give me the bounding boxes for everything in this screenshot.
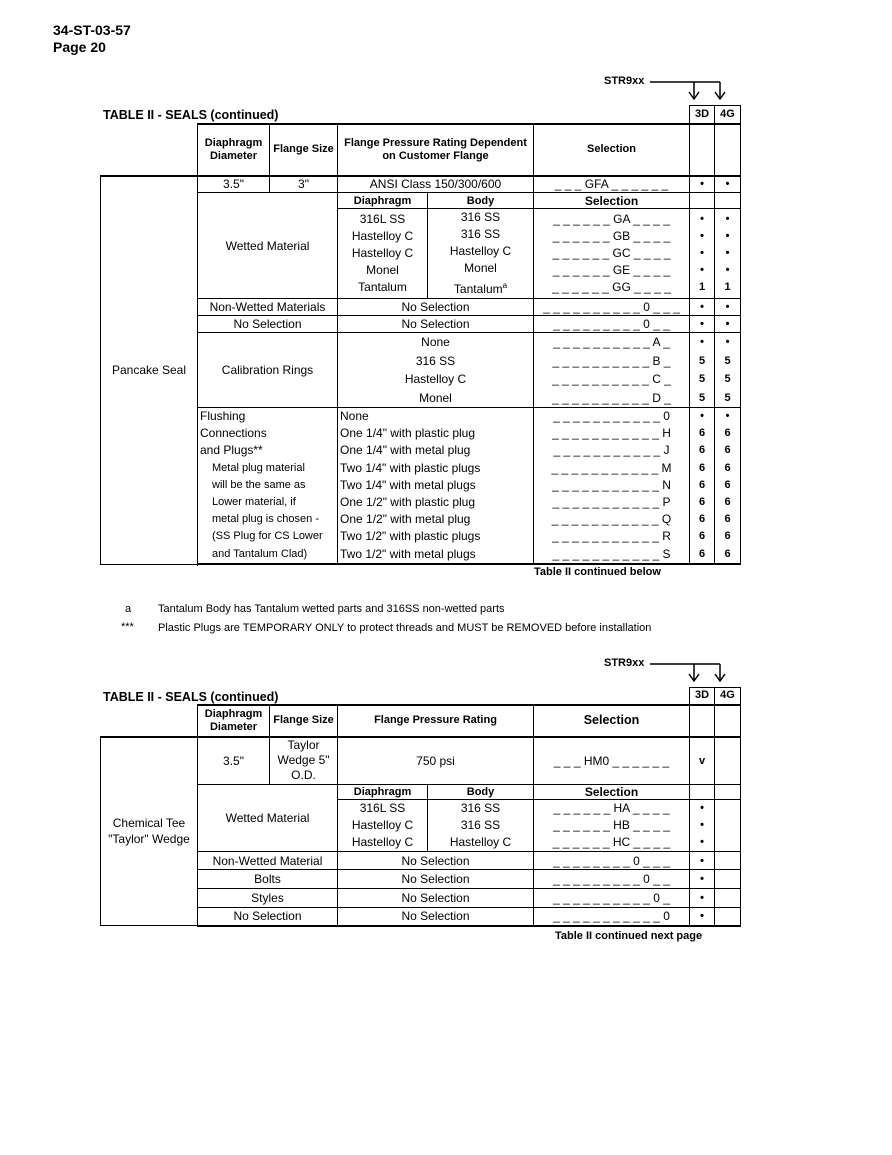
list-item: Two 1/2" with plastic plugs — [340, 529, 481, 544]
list-item: Monel — [464, 261, 497, 275]
option-4g — [715, 737, 741, 785]
list-item: • — [700, 802, 704, 814]
flushing-4g — [715, 408, 741, 564]
selection-code: _ _ _ _ _ _ _ _ _ _ 0 _ _ _ — [534, 299, 690, 316]
option-4g — [715, 852, 741, 870]
list-item: Hastelloy C — [449, 244, 512, 258]
calibration-values — [338, 333, 534, 408]
list-item: Two 1/4" with metal plugs — [340, 477, 476, 492]
list-item: _ _ _ _ _ _ GG _ _ _ _ — [552, 280, 671, 294]
list-item: One 1/2" with plastic plug — [340, 495, 475, 510]
selection-code: _ _ _ HM0 _ _ _ _ _ _ — [534, 737, 690, 785]
list-item: • — [700, 836, 704, 848]
col-3d-header: 3D — [690, 106, 715, 124]
table-continued-note: Table II continued below — [534, 566, 661, 578]
list-item: 1 — [724, 281, 731, 293]
list-item: Hastelloy C — [351, 246, 414, 260]
wetted-4g-list — [715, 209, 741, 299]
list-item: Two 1/2" with metal plugs — [340, 546, 476, 561]
list-item: 6 — [698, 530, 706, 543]
list-item: _ _ _ _ _ _ _ _ _ _ _ H — [552, 426, 671, 441]
diameter-value: 3.5" — [198, 737, 270, 785]
option-4g: • — [715, 176, 741, 193]
list-item: 6 — [698, 461, 706, 474]
list-item: 6 — [698, 547, 706, 560]
list-item: Hastelloy C — [404, 372, 467, 386]
wetted-material-label: Wetted Material — [198, 193, 338, 299]
rating-value: ANSI Class 150/300/600 — [338, 176, 534, 193]
list-item: _ _ _ _ _ _ HA _ _ _ _ — [553, 801, 670, 815]
footnote-mark: *** — [121, 621, 134, 633]
list-item: 316 SS — [460, 210, 501, 224]
sub-header-selection: Selection — [534, 785, 690, 800]
body-value: Tantalum — [453, 282, 503, 296]
label-line: Flushing — [200, 409, 246, 423]
list-item: • — [700, 410, 704, 422]
calibration-selection — [534, 333, 690, 408]
list-item: Hastelloy C — [449, 835, 512, 849]
selection-code: _ _ _ _ _ _ _ _ 0 _ _ _ — [534, 852, 690, 870]
list-item: 6 — [724, 427, 731, 440]
list-item — [430, 277, 531, 298]
list-item: • — [700, 230, 704, 242]
flange-value: 3" — [270, 176, 338, 193]
footnote-text: Tantalum Body has Tantalum wetted parts and 316SS non-wetted parts — [158, 603, 505, 615]
row-label: No Selection — [198, 908, 338, 926]
document-id: 34-ST-03-57 — [53, 22, 131, 38]
flushing-selection — [534, 408, 690, 564]
row-label: Non-Wetted Material — [198, 852, 338, 870]
wetted-body-list — [428, 209, 534, 299]
list-item: None — [340, 409, 369, 423]
list-item: One 1/4" with plastic plug — [340, 426, 475, 441]
list-item: One 1/4" with metal plug — [340, 443, 471, 458]
list-item: 5 — [724, 373, 731, 385]
selection-code: _ _ _ _ _ _ _ _ _ _ 0 _ — [534, 889, 690, 908]
option-3d: • — [690, 870, 715, 889]
no-selection-value: No Selection — [338, 316, 534, 333]
wetted-selection-list — [534, 800, 690, 852]
list-item: 6 — [724, 530, 731, 543]
selection-code: _ _ _ _ _ _ _ _ _ _ _ 0 — [534, 908, 690, 926]
option-3d: • — [690, 889, 715, 908]
label-line: and Tantalum Clad) — [212, 547, 308, 560]
list-item: 6 — [724, 547, 731, 560]
list-item: _ _ _ _ _ _ _ _ _ _ _ N — [552, 477, 671, 492]
option-4g — [715, 908, 741, 926]
flushing-label — [198, 408, 338, 564]
list-item: _ _ _ _ _ _ _ _ _ _ A _ — [553, 335, 670, 349]
list-item: _ _ _ _ _ _ _ _ _ _ C _ — [552, 372, 671, 386]
footnote-mark: a — [125, 603, 132, 615]
header-flange-size: Flange Size — [270, 124, 338, 176]
list-item: • — [700, 213, 704, 225]
list-item: _ _ _ _ _ _ _ _ _ _ _ 0 — [553, 409, 670, 423]
group-label: Pancake Seal — [101, 176, 198, 565]
list-item: 5 — [698, 391, 706, 404]
page-number: Page 20 — [53, 39, 106, 55]
footnote-marker: a — [502, 281, 508, 290]
list-item: _ _ _ _ _ _ GA _ _ _ _ — [553, 212, 670, 226]
row-value: No Selection — [338, 852, 534, 870]
non-wetted-label: Non-Wetted Materials — [198, 299, 338, 316]
seals-table-pancake — [100, 105, 741, 565]
row-value: No Selection — [338, 870, 534, 889]
list-item: 6 — [698, 427, 706, 440]
list-item: Hastelloy C — [351, 818, 414, 832]
list-item: Hastelloy C — [351, 835, 414, 849]
list-item: • — [725, 336, 730, 348]
list-item: • — [725, 410, 730, 422]
wetted-body-list — [428, 800, 534, 852]
selection-code: _ _ _ GFA _ _ _ _ _ _ — [534, 176, 690, 193]
label-line: will be the same as — [212, 478, 306, 491]
label-line: Lower material, if — [212, 496, 296, 509]
option-4g — [715, 889, 741, 908]
list-item: Two 1/4" with plastic plugs — [340, 460, 481, 475]
table-continued-note: Table II continued next page — [555, 930, 703, 942]
list-item: Monel — [419, 390, 452, 405]
list-item: 5 — [698, 373, 706, 385]
list-item: _ _ _ _ _ _ HC _ _ _ _ — [552, 835, 671, 849]
sub-header-diaphragm: Diaphragm — [338, 193, 428, 209]
model-arrows — [648, 76, 728, 102]
seals-table-chemical-tee — [100, 687, 741, 927]
rating-value: 750 psi — [338, 737, 534, 785]
list-item: _ _ _ _ _ _ GB _ _ _ _ — [552, 229, 671, 243]
list-item: 316 SS — [460, 227, 501, 241]
list-item: 316L SS — [359, 801, 406, 815]
list-item: 6 — [724, 444, 731, 457]
option-4g — [715, 870, 741, 889]
no-selection-label: No Selection — [198, 316, 338, 333]
list-item: 316L SS — [359, 212, 406, 226]
wetted-selection-list — [534, 209, 690, 299]
flushing-3d — [690, 408, 715, 564]
header-flange-pressure-rating: Flange Pressure Rating — [338, 705, 534, 737]
list-item: 1 — [698, 281, 706, 293]
label-line: Metal plug material — [212, 461, 305, 474]
list-item: _ _ _ _ _ _ _ _ _ _ _ S — [552, 546, 671, 561]
list-item: 5 — [698, 354, 706, 367]
row-value: No Selection — [338, 908, 534, 926]
option-3d: • — [690, 852, 715, 870]
list-item: • — [700, 264, 704, 276]
list-item: 316 SS — [460, 818, 501, 832]
selection-code: _ _ _ _ _ _ _ _ _ 0 _ _ — [534, 316, 690, 333]
wetted-material-label: Wetted Material — [198, 785, 338, 852]
header-flange-size: Flange Size — [270, 705, 338, 737]
row-value: No Selection — [338, 889, 534, 908]
list-item: 6 — [698, 478, 706, 491]
list-item: Tantalum — [358, 280, 407, 294]
list-item: 6 — [698, 496, 706, 509]
col-3d-header: 3D — [690, 688, 715, 705]
flushing-values — [338, 408, 534, 564]
list-item: • — [700, 247, 704, 259]
wetted-4g-list — [715, 800, 741, 852]
list-item: • — [700, 819, 704, 831]
option-4g: • — [715, 299, 741, 316]
option-3d: v — [690, 737, 715, 785]
label-line: metal plug is chosen - — [212, 513, 319, 526]
non-wetted-value: No Selection — [338, 299, 534, 316]
row-label: Bolts — [198, 870, 338, 889]
list-item: _ _ _ _ _ _ _ _ _ _ _ R — [552, 529, 671, 544]
list-item: • — [725, 247, 730, 259]
list-item: _ _ _ _ _ _ HB _ _ _ _ — [553, 818, 670, 832]
sub-header-body: Body — [428, 193, 534, 209]
option-3d: • — [690, 299, 715, 316]
header-flange-pressure-rating: Flange Pressure Rating Dependent on Customer Flange — [338, 124, 534, 176]
calibration-rings-label: Calibration Rings — [198, 333, 338, 408]
col-4g-header: 4G — [715, 106, 741, 124]
list-item: • — [725, 264, 730, 276]
table-title: TABLE II - SEALS (continued) — [103, 108, 279, 122]
wetted-3d-list — [690, 209, 715, 299]
label-line: (SS Plug for CS Lower — [212, 530, 323, 543]
list-item: 6 — [724, 496, 731, 509]
table-title: TABLE II - SEALS (continued) — [103, 690, 279, 704]
sub-header-selection: Selection — [534, 193, 690, 209]
group-label: Chemical Tee "Taylor" Wedge — [101, 737, 198, 926]
list-item: • — [725, 213, 730, 225]
header-selection: Selection — [534, 705, 690, 737]
list-item: _ _ _ _ _ _ GC _ _ _ _ — [552, 246, 671, 260]
list-item: • — [700, 336, 704, 348]
list-item: _ _ _ _ _ _ _ _ _ _ _ Q — [551, 512, 672, 527]
wetted-diaphragm-list — [338, 800, 428, 852]
wetted-3d-list — [690, 800, 715, 852]
footnote-text: Plastic Plugs are TEMPORARY ONLY to protect threads and MUST be REMOVED before installation — [158, 622, 652, 634]
list-item: 5 — [724, 391, 731, 404]
sub-header-diaphragm: Diaphragm — [338, 785, 428, 800]
model-arrows — [648, 658, 728, 684]
list-item: _ _ _ _ _ _ _ _ _ _ _ P — [552, 495, 671, 510]
list-item: None — [421, 335, 450, 349]
sub-header-body: Body — [428, 785, 534, 800]
option-3d: • — [690, 908, 715, 926]
list-item: 6 — [724, 461, 731, 474]
document-header — [53, 22, 131, 56]
option-3d: • — [690, 316, 715, 333]
header-diaphragm-diameter: Diaphragm Diameter — [198, 124, 270, 176]
list-item: Hastelloy C — [351, 229, 414, 243]
model-label: STR9xx — [604, 657, 645, 669]
label-line: and Plugs** — [200, 443, 263, 458]
col-4g-header: 4G — [715, 688, 741, 705]
list-item: _ _ _ _ _ _ _ _ _ _ D _ — [552, 390, 671, 405]
wetted-diaphragm-list — [338, 209, 428, 299]
calibration-4g — [715, 333, 741, 408]
list-item: _ _ _ _ _ _ _ _ _ _ _ M — [551, 460, 672, 475]
option-4g: • — [715, 316, 741, 333]
list-item: 316 SS — [460, 801, 501, 815]
list-item: 316 SS — [415, 353, 456, 368]
selection-code: _ _ _ _ _ _ _ _ _ 0 _ _ — [534, 870, 690, 889]
list-item: _ _ _ _ _ _ _ _ _ _ B _ — [552, 353, 671, 368]
list-item: • — [725, 230, 730, 242]
list-item: 6 — [698, 513, 706, 526]
option-3d: • — [690, 176, 715, 193]
model-label: STR9xx — [604, 75, 645, 87]
list-item: _ _ _ _ _ _ GE _ _ _ _ — [552, 263, 671, 277]
flange-value: Taylor Wedge 5" O.D. — [270, 737, 338, 785]
label-line: Connections — [200, 426, 267, 441]
list-item: 6 — [724, 478, 731, 491]
calibration-3d — [690, 333, 715, 408]
list-item: _ _ _ _ _ _ _ _ _ _ _ J — [553, 443, 670, 458]
list-item: One 1/2" with metal plug — [340, 512, 471, 527]
list-item: 6 — [698, 444, 706, 457]
header-diaphragm-diameter: Diaphragm Diameter — [198, 705, 270, 737]
list-item: 6 — [724, 513, 731, 526]
row-label: Styles — [198, 889, 338, 908]
header-selection: Selection — [534, 124, 690, 176]
list-item: Monel — [366, 263, 399, 277]
diameter-value: 3.5" — [198, 176, 270, 193]
list-item: 5 — [724, 354, 731, 367]
